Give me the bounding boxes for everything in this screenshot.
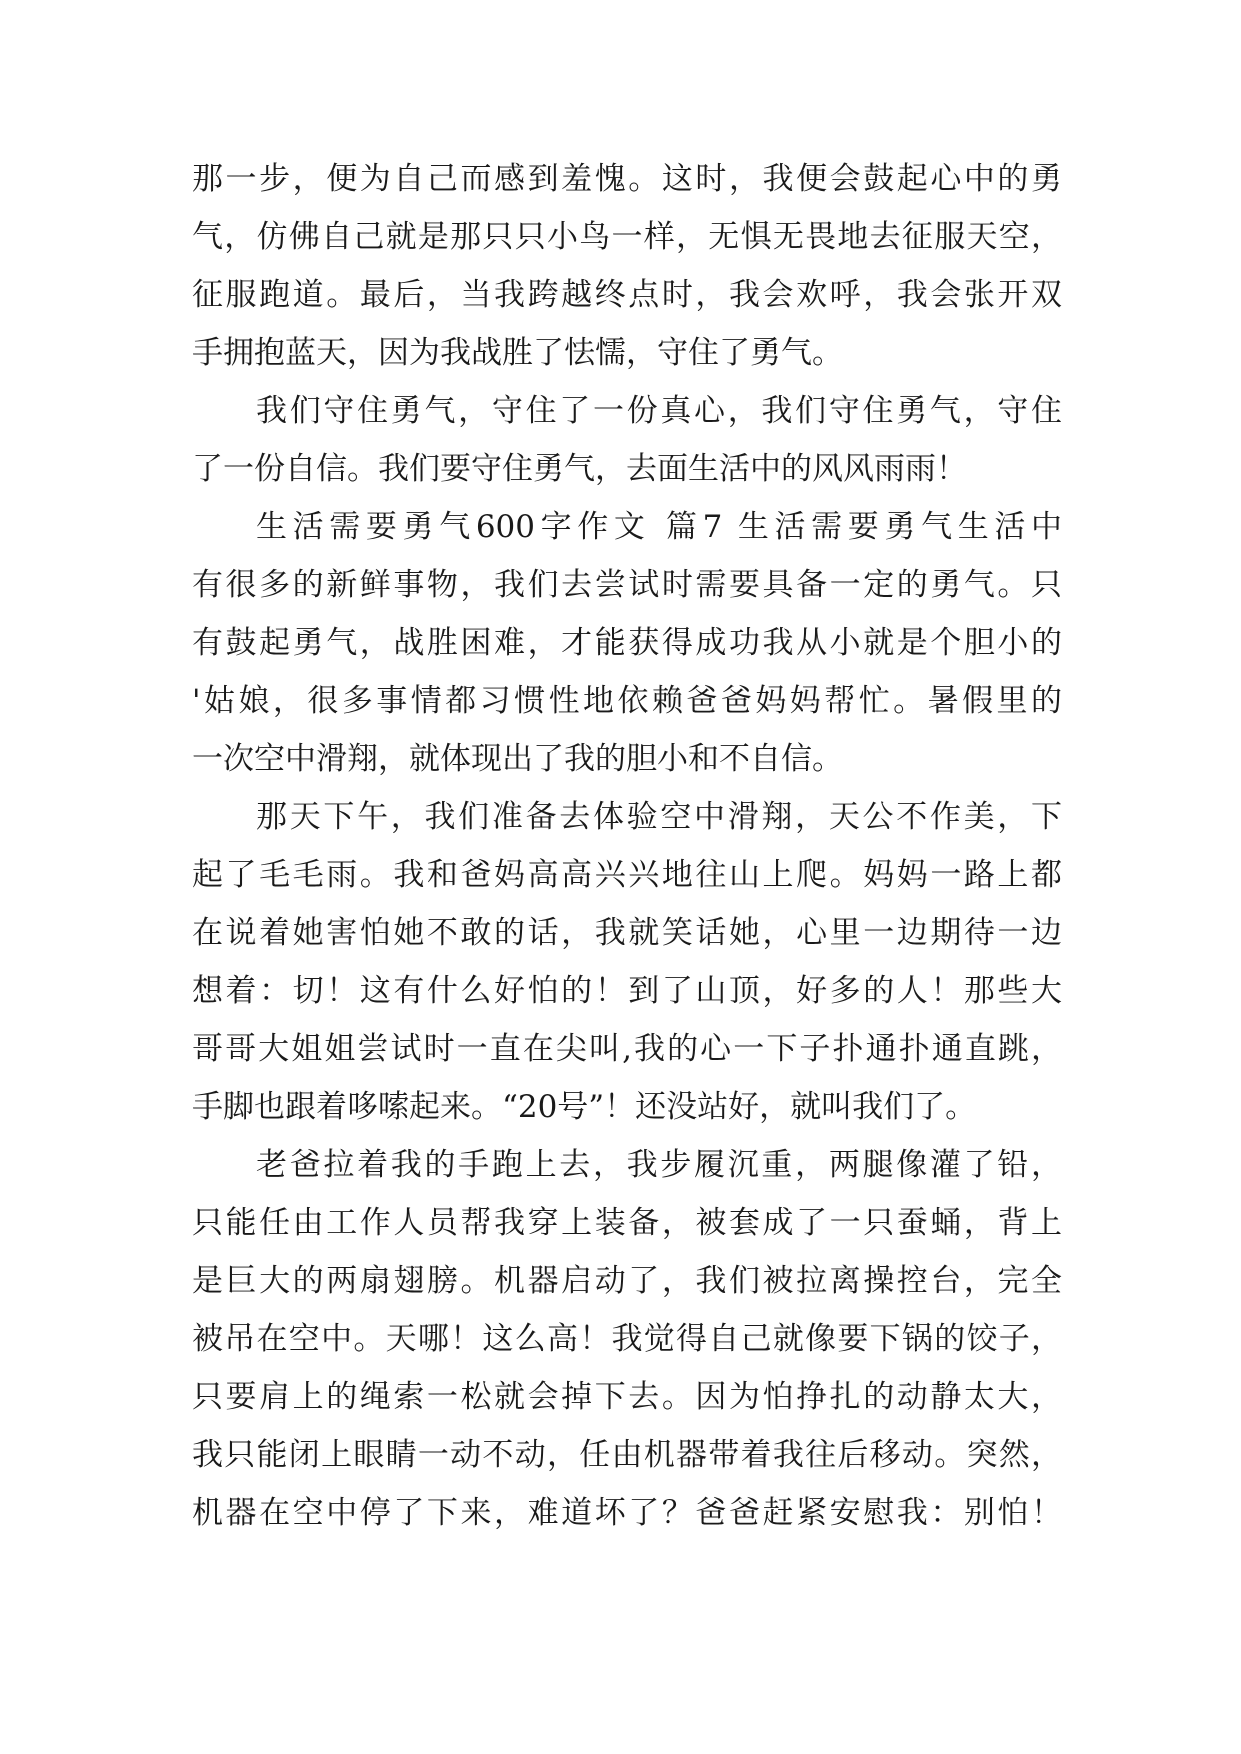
text-line: 我只能闭上眼睛一动不动，任由机器带着我往后移动。突然， [192, 1437, 1062, 1473]
text-line: 有很多的新鲜事物，我们去尝试时需要具备一定的勇气。只 [192, 567, 1062, 603]
text-line: 气，仿佛自己就是那只只小鸟一样，无惧无畏地去征服天空， [192, 219, 1062, 255]
text-line: 征服跑道。最后，当我跨越终点时，我会欢呼，我会张开双 [192, 277, 1062, 313]
section-heading-line: 生活需要勇气600字作文 篇7 生活需要勇气生活中 [256, 509, 1062, 545]
text-line: 哥哥大姐姐尝试时一直在尖叫,我的心一下子扑通扑通直跳， [192, 1031, 1062, 1067]
text-line: 想着：切！这有什么好怕的！到了山顶，好多的人！那些大 [192, 973, 1062, 1009]
text-line: 那一步，便为自己而感到羞愧。这时，我便会鼓起心中的勇 [192, 161, 1062, 197]
text-line: 了一份自信。我们要守住勇气，去面生活中的风风雨雨！ [192, 451, 967, 487]
text-line: 只要肩上的绳索一松就会掉下去。因为怕挣扎的动静太大， [192, 1379, 1062, 1415]
text-line: 在说着她害怕她不敢的话，我就笑话她，心里一边期待一边 [192, 915, 1062, 951]
text-line: 是巨大的两扇翅膀。机器启动了，我们被拉离操控台，完全 [192, 1263, 1062, 1299]
text-line: 手脚也跟着哆嗦起来。“20号”！还没站好，就叫我们了。 [192, 1089, 977, 1125]
text-line: 有鼓起勇气，战胜困难，才能获得成功我从小就是个胆小的 [192, 625, 1062, 661]
text-line: 只能任由工作人员帮我穿上装备，被套成了一只蚕蛹，背上 [192, 1205, 1062, 1241]
text-line: 被吊在空中。天哪！这么高！我觉得自己就像要下锅的饺子， [192, 1321, 1062, 1357]
text-line: 我们守住勇气，守住了一份真心，我们守住勇气，守住 [256, 393, 1062, 429]
text-line: 起了毛毛雨。我和爸妈高高兴兴地往山上爬。妈妈一路上都 [192, 857, 1062, 893]
essay-body [192, 150, 1062, 1542]
text-line: 手拥抱蓝天，因为我战胜了怯懦，守住了勇气。 [192, 335, 843, 371]
text-line: 机器在空中停了下来，难道坏了？爸爸赶紧安慰我：别怕！ [192, 1495, 1062, 1531]
text-line: 一次空中滑翔，就体现出了我的胆小和不自信。 [192, 741, 843, 777]
text-line: '姑娘，很多事情都习惯性地依赖爸爸妈妈帮忙。暑假里的 [192, 683, 1062, 719]
text-line: 老爸拉着我的手跑上去，我步履沉重，两腿像灌了铅， [256, 1147, 1062, 1183]
text-line: 那天下午，我们准备去体验空中滑翔，天公不作美，下 [256, 799, 1062, 835]
